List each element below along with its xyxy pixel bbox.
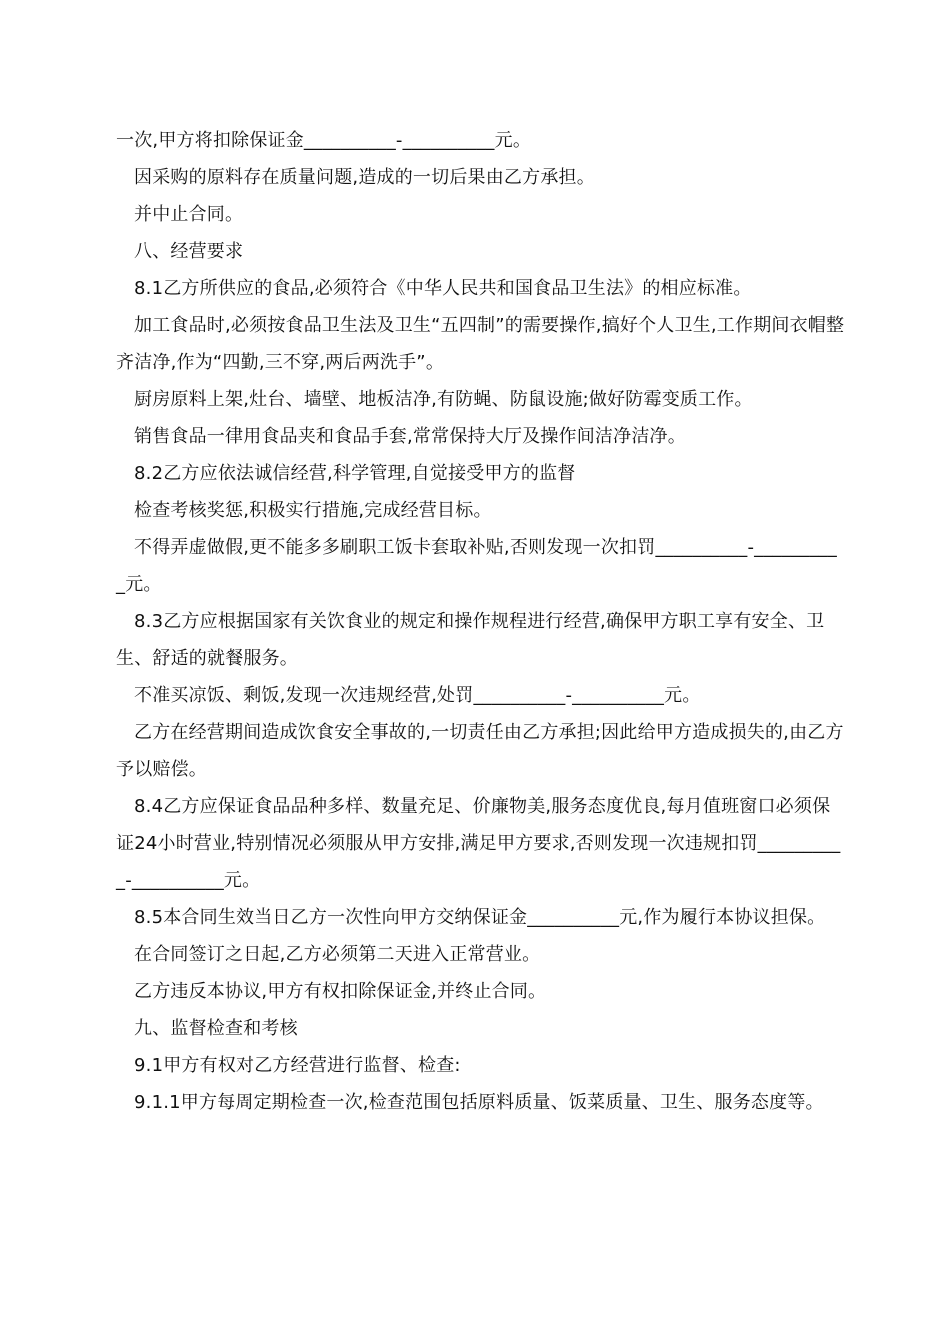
paragraph: 并中止合同。: [134, 204, 244, 225]
paragraph: 检查考核奖惩,积极实行措施,完成经营目标。: [134, 500, 492, 521]
paragraph: 乙方在经营期间造成饮食安全事故的,一切责任由乙方承担;因此给甲方造成损失的,由乙方予以赔偿。: [116, 722, 844, 780]
paragraph: 乙方违反本协议,甲方有权扣除保证金,并终止合同。: [134, 981, 547, 1002]
paragraph: 8.2乙方应依法诚信经营,科学管理,自觉接受甲方的监督: [134, 463, 576, 484]
document-body: [116, 122, 846, 1121]
paragraph: 加工食品时,必须按食品卫生法及卫生“五四制”的需要操作,搞好个人卫生,工作期间衣帽整齐洁净,作为“四勤,三不穿,两后两洗手”。: [116, 315, 845, 373]
paragraph: 因采购的原料存在质量问题,造成的一切后果由乙方承担。: [134, 167, 595, 188]
paragraph: 9.1甲方有权对乙方经营进行监督、检查:: [134, 1055, 461, 1076]
paragraph: 8.5本合同生效当日乙方一次性向甲方交纳保证金__________元,作为履行本协议担保。: [134, 907, 826, 928]
paragraph: 在合同签订之日起,乙方必须第二天进入正常营业。: [134, 944, 541, 965]
paragraph: 9.1.1甲方每周定期检查一次,检查范围包括原料质量、饭菜质量、卫生、服务态度等。: [134, 1092, 824, 1113]
section-heading: 八、经营要求: [134, 241, 244, 262]
paragraph: 不得弄虚做假,更不能多多刷职工饭卡套取补贴,否则发现一次扣罚__________-__________元。: [116, 537, 837, 595]
section-heading: 九、监督检查和考核: [134, 1018, 298, 1039]
paragraph: 销售食品一律用食品夹和食品手套,常常保持大厅及操作间洁净洁净。: [134, 426, 686, 447]
paragraph: 8.1乙方所供应的食品,必须符合《中华人民共和国食品卫生法》的相应标准。: [134, 278, 752, 299]
paragraph: 一次,甲方将扣除保证金__________-__________元。: [116, 130, 532, 151]
paragraph: 厨房原料上架,灶台、墙壁、地板洁净,有防蝇、防鼠设施;做好防霉变质工作。: [134, 389, 753, 410]
paragraph: 8.4乙方应保证食品品种多样、数量充足、价廉物美,服务态度优良,每月值班窗口必须保证24小时营业,特别情况必须服从甲方安排,满足甲方要求,否则发现一次违规扣罚__________-__________元。: [116, 796, 841, 891]
paragraph: 不准买凉饭、剩饭,发现一次违规经营,处罚__________-__________元。: [134, 685, 701, 706]
paragraph: 8.3乙方应根据国家有关饮食业的规定和操作规程进行经营,确保甲方职工享有安全、卫生、舒适的就餐服务。: [116, 611, 825, 669]
